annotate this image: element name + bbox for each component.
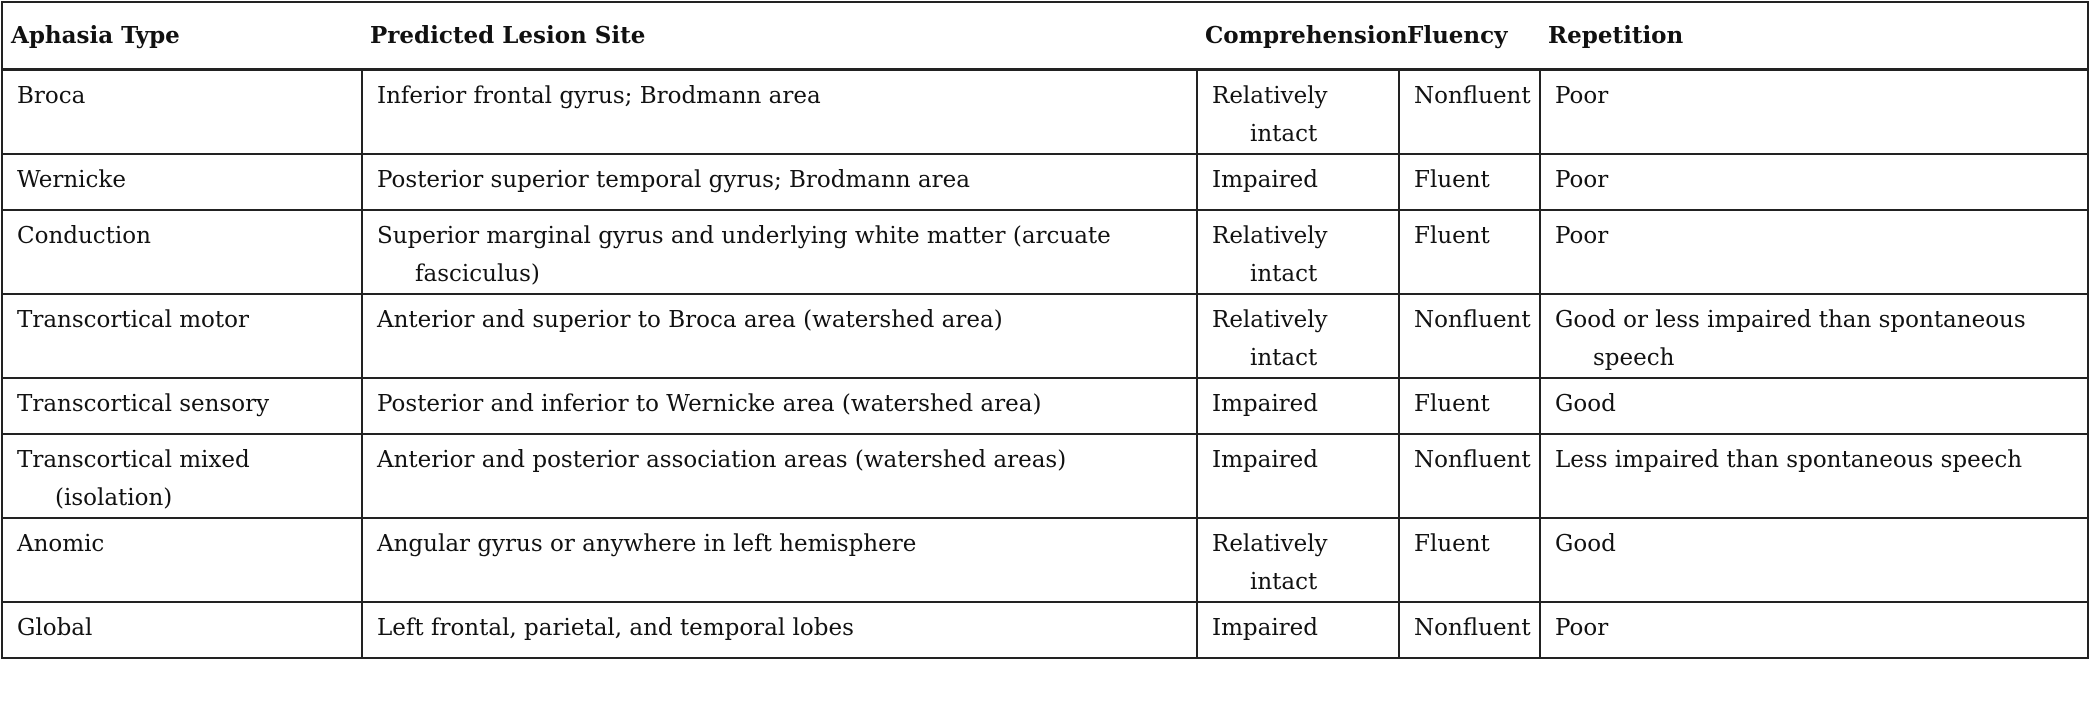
cell-repetition-text: Good [1555,531,1616,557]
cell-aphasia-type-text: Anomic [17,531,105,557]
comprehension-line-1: Relatively [1212,223,1328,249]
comprehension-line-2: intact [1250,569,1318,595]
comprehension-line-1: Relatively [1212,531,1328,557]
cell-aphasia-type [2,154,362,210]
cell-comprehension [1197,518,1399,602]
table-row [2,294,2088,378]
table-row [2,70,2088,155]
cell-aphasia-type-text: Transcortical motor [17,307,249,333]
cell-repetition [1540,294,2088,378]
cell-comprehension [1197,378,1399,434]
cell-fluency-text: Fluent [1414,391,1490,417]
cell-repetition-text: Poor [1555,615,1609,641]
comprehension-line-1: Relatively [1212,307,1328,333]
table-row [2,602,2088,658]
cell-repetition-text: Poor [1555,167,1609,193]
cell-fluency-text: Nonfluent [1414,307,1531,333]
cell-aphasia-type [2,518,362,602]
cell-comprehension [1197,154,1399,210]
cell-repetition [1540,518,2088,602]
comprehension-line-2: intact [1250,121,1318,147]
cell-aphasia-type [2,294,362,378]
cell-fluency-text: Nonfluent [1414,615,1531,641]
cell-comprehension [1197,210,1399,294]
cell-comprehension [1197,70,1399,155]
cell-lesion-site-text: Posterior superior temporal gyrus; Brodmann area [377,167,970,193]
cell-repetition [1540,154,2088,210]
comprehension-line-1: Impaired [1212,447,1319,473]
cell-comprehension [1197,294,1399,378]
cell-aphasia-type-text: Transcortical mixed (isolation) [17,447,250,511]
cell-comprehension [1197,602,1399,658]
table-row [2,434,2088,518]
cell-lesion-site [362,70,1197,155]
header-fluency: Fluency [1399,2,1540,70]
cell-fluency-text: Fluent [1414,167,1490,193]
comprehension-line-2: intact [1250,261,1318,287]
cell-fluency-text: Fluent [1414,223,1490,249]
cell-fluency [1399,210,1540,294]
table-row [2,378,2088,434]
cell-repetition [1540,70,2088,155]
cell-lesion-site [362,602,1197,658]
cell-fluency-text: Fluent [1414,531,1490,557]
cell-lesion-site [362,210,1197,294]
cell-lesion-site-text: Left frontal, parietal, and temporal lobes [377,615,854,641]
cell-aphasia-type-text: Transcortical sensory [17,391,270,417]
cell-fluency [1399,518,1540,602]
table-row [2,518,2088,602]
comprehension-line-1: Impaired [1212,167,1319,193]
cell-aphasia-type [2,378,362,434]
cell-aphasia-type-text: Conduction [17,223,151,249]
header-aphasia-type: Aphasia Type [2,2,362,70]
cell-lesion-site-text: Superior marginal gyrus and underlying white matter (arcuate fasciculus) [377,223,1111,287]
cell-repetition [1540,378,2088,434]
comprehension-line-2: intact [1250,345,1318,371]
header-comprehension: Comprehension [1197,2,1399,70]
cell-lesion-site-text: Anterior and superior to Broca area (watershed area) [377,307,1003,333]
cell-aphasia-type [2,434,362,518]
cell-repetition-text: Poor [1555,83,1609,109]
cell-repetition [1540,434,2088,518]
cell-fluency [1399,154,1540,210]
aphasia-table [1,1,2089,659]
cell-lesion-site-text: Posterior and inferior to Wernicke area (watershed area) [377,391,1042,417]
cell-comprehension [1197,434,1399,518]
cell-aphasia-type [2,70,362,155]
cell-aphasia-type-text: Global [17,615,93,641]
cell-fluency [1399,70,1540,155]
cell-fluency [1399,294,1540,378]
table-row [2,210,2088,294]
cell-lesion-site-text: Angular gyrus or anywhere in left hemisphere [377,531,917,557]
cell-lesion-site [362,434,1197,518]
table-row [2,154,2088,210]
cell-aphasia-type [2,210,362,294]
cell-aphasia-type-text: Broca [17,83,86,109]
cell-repetition [1540,602,2088,658]
cell-fluency [1399,602,1540,658]
comprehension-line-1: Impaired [1212,615,1319,641]
cell-repetition-text: Good or less impaired than spontaneous speech [1555,307,2026,371]
cell-repetition [1540,210,2088,294]
cell-fluency [1399,378,1540,434]
cell-fluency-text: Nonfluent [1414,447,1531,473]
cell-lesion-site [362,154,1197,210]
comprehension-line-1: Impaired [1212,391,1319,417]
cell-lesion-site-text: Inferior frontal gyrus; Brodmann area [377,83,821,109]
cell-lesion-site [362,294,1197,378]
table-body [2,70,2088,659]
cell-repetition-text: Less impaired than spontaneous speech [1555,447,2023,473]
comprehension-line-1: Relatively [1212,83,1328,109]
cell-repetition-text: Poor [1555,223,1609,249]
header-repetition: Repetition [1540,2,2088,70]
header-row [2,2,2088,70]
cell-repetition-text: Good [1555,391,1616,417]
cell-aphasia-type-text: Wernicke [17,167,126,193]
cell-fluency [1399,434,1540,518]
header-lesion-site: Predicted Lesion Site [362,2,1197,70]
cell-fluency-text: Nonfluent [1414,83,1531,109]
cell-aphasia-type [2,602,362,658]
cell-lesion-site [362,378,1197,434]
cell-lesion-site [362,518,1197,602]
cell-lesion-site-text: Anterior and posterior association areas (watershed areas) [377,447,1067,473]
